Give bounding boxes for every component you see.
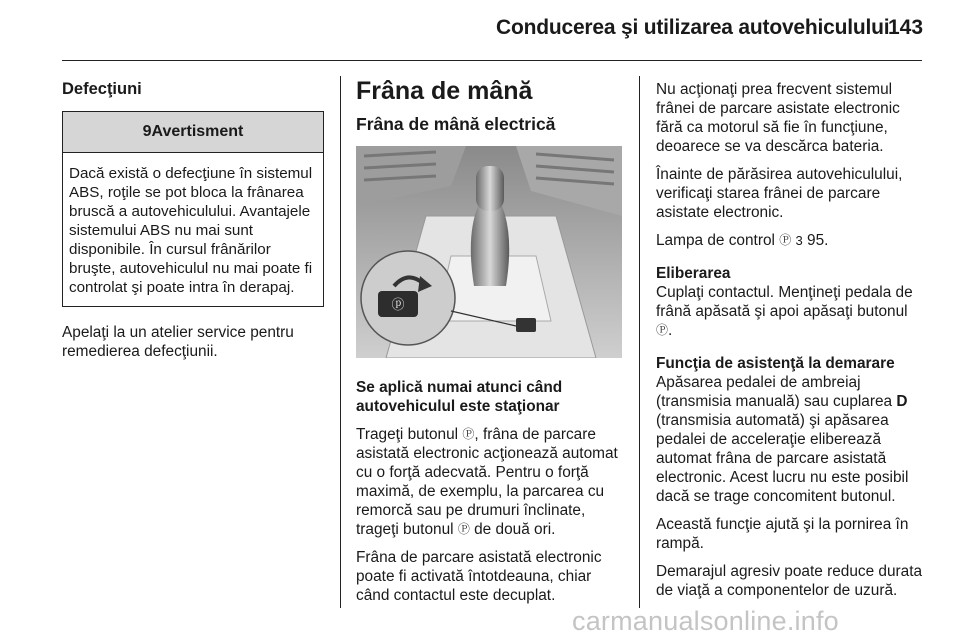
right-column [656, 80, 924, 609]
service-paragraph: Apelaţi la un atelier service pentru remedierea defecţiunii. [62, 324, 294, 360]
warning-header [63, 112, 323, 153]
paragraph-start-assist: Apăsarea pedalei de ambreiaj (transmisia manuală) sau cuplarea D (transmisia automată) şi apăsarea pedalei de acceleraţie eliberează automat frâna de parcare asistată electronic. Acest lucru nu este posibil dacă se trage concomitent butonul. [656, 374, 909, 505]
paragraph-release: Cuplaţi contactul. Menţineţi pedala de frână apăsată şi apoi apăsaţi butonul Ⓟ. [656, 284, 913, 339]
parking-lamp-icon: Ⓟ [779, 233, 792, 247]
paragraph-wear: Demarajul agresiv poate reduce durata de viaţă a componentelor de uzură. [656, 563, 923, 599]
paragraph-check-status: Înainte de părăsirea autovehiculului, verificaţi starea frânei de parcare asistate electronic. [656, 166, 903, 221]
page-reference-icon: 3 [795, 233, 803, 248]
parking-button-icon: Ⓟ [656, 323, 669, 337]
figure-gear-knob [471, 206, 509, 286]
column-divider-1 [340, 76, 341, 608]
warning-label: Avertisment [151, 123, 244, 140]
paragraph-battery: Nu acţionaţi prea frecvent sistemul frânei de parcare asistate electronic fără ca motorul să fie în funcţiune, deoarece se va descărca bateria. [656, 81, 900, 155]
section-heading-defects: Defecţiuni [62, 80, 142, 98]
warning-triangle-icon: 9 [142, 123, 152, 140]
parking-brake-switch-icon: ⓟ [391, 298, 405, 313]
parking-button-icon: Ⓟ [462, 427, 475, 441]
subsection-title-start-assist: Funcţia de asistenţă la demarare [656, 355, 895, 372]
running-header-title: Conducerea şi utilizarea autovehiculului [496, 16, 890, 39]
subsection-title-stationary: Se aplică numai atunci când autovehiculul este staţionar [356, 379, 563, 415]
page-number: 143 [888, 16, 924, 39]
paragraph-control-lamp: Lampa de control Ⓟ 3 95. [656, 232, 829, 249]
watermark: carmanualsonline.info [572, 606, 839, 636]
parking-button-icon: Ⓟ [457, 522, 470, 536]
subsection-title-release: Eliberarea [656, 265, 731, 282]
warning-box [62, 111, 324, 307]
subheading-electric-hand-brake: Frâna de mână electrică [356, 114, 556, 134]
warning-text: Dacă există o defecţiune în sistemul ABS, roţile se pot bloca la frânarea bruscă a autovehiculului. Avantajele sistemului ABS nu mai sunt disponibile. În cursul frânărilor bruşte, autovehiculul nu mai poate fi controlat şi poate intra în derapaj. [69, 165, 313, 296]
left-column [62, 80, 326, 370]
paragraph-hill-start: Această funcţie ajută şi la pornirea în rampă. [656, 516, 909, 552]
middle-column [356, 77, 624, 614]
heading-hand-brake: Frâna de mână [356, 77, 533, 105]
figure-switch-small [516, 318, 536, 332]
console-parking-brake-figure [356, 146, 622, 358]
header-rule [62, 60, 922, 61]
paragraph-pull-button: Trageţi butonul Ⓟ, frâna de parcare asistată electronic acţionează automat cu o forţă adecvată. Pentru o forţă maximă, de exemplu, la parcarea cu remorcă sau pe drumuri înclinate, trageţi butonul Ⓟ de două ori. [356, 426, 618, 538]
column-divider-2 [639, 76, 640, 608]
figure-gear-knob-top [476, 166, 504, 211]
paragraph-always-activated: Frâna de parcare asistată electronic poate fi activată întotdeauna, chiar când contactul este decuplat. [356, 549, 602, 604]
